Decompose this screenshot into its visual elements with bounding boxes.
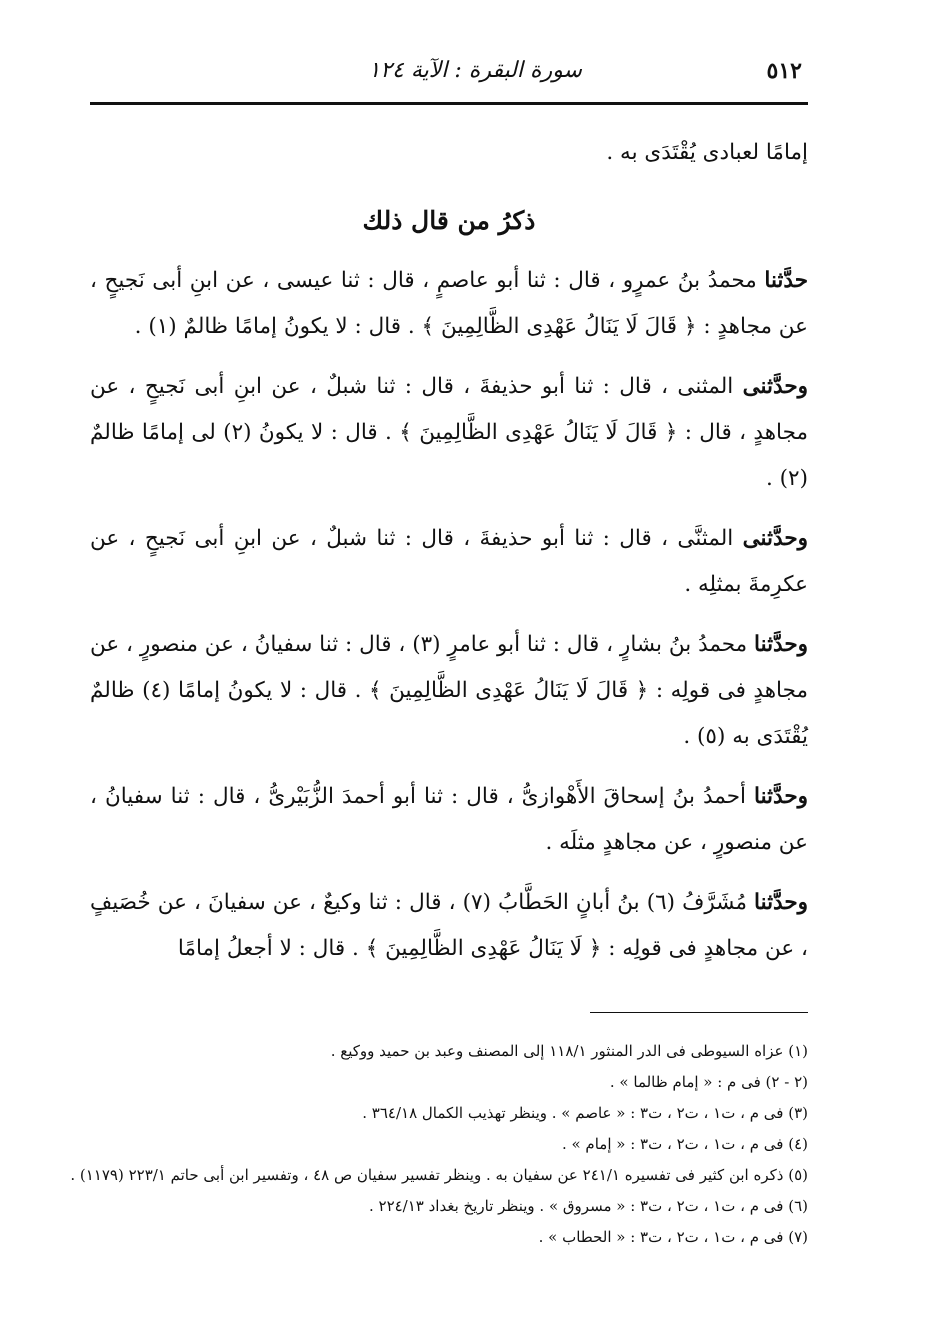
footnote: (٣) فى م ، ت١ ، ت٢ ، ت٣ : « عاصم » . وينظر تهذيب الكمال ٣٦٤/١٨ .	[362, 1104, 808, 1122]
section-heading: ذكرُ من قال ذلك	[362, 206, 536, 235]
paragraph-lead: وحدَّثنا	[754, 632, 809, 657]
hadith-paragraph	[90, 258, 808, 350]
paragraph-lead: وحدَّثنا	[754, 890, 809, 915]
paragraph-lead: حدَّثنا	[764, 268, 808, 293]
paragraph-text: أحمدُ بنُ إسحاقَ الأَهْوازىُّ ، قال : ثنا أبو أحمدَ الزُّبَيْرىُّ ، قال : ثنا سفيانُ ، عن منصورٍ ، عن مجاهدٍ مثلَه .	[90, 784, 808, 855]
hadith-paragraph	[90, 622, 808, 760]
hadith-paragraph	[90, 364, 808, 502]
footnote: (٤) فى م ، ت١ ، ت٢ ، ت٣ : « إمام » .	[561, 1135, 808, 1153]
footnote: (٥) ذكره ابن كثير فى تفسيره ٢٤١/١ عن سفيان به . وينظر تفسير سفيان ص ٤٨ ، وتفسير ابن أبى حاتم ٢٢٣/١ (١١٧٩) .	[70, 1166, 808, 1184]
paragraph-text: محمدُ بنُ بشارٍ ، قال : ثنا أبو عامرٍ (٣) ، قال : ثنا سفيانُ ، عن منصورٍ ، عن مجاهدٍ فى قولِه : ﴿ قَالَ لَا يَنَالُ عَهْدِى الظَّالِمِينَ ﴾ . قال : لا يكونُ إمامًا (٤) ظالمٌ يُقْتَدَى به (٥) .	[90, 632, 808, 749]
paragraph-lead: وحدَّثنى	[742, 374, 808, 399]
running-title: سورة البقرة : الآية ١٢٤	[368, 58, 582, 83]
footnote: (١) عزاه السيوطى فى الدر المنثور ١١٨/١ إلى المصنف وعبد بن حميد ووكيع .	[330, 1042, 808, 1060]
opening-line: إمامًا لعبادى يُقْتَدَى به .	[606, 140, 808, 165]
paragraph-text: المثنى ، قال : ثنا أبو حذيفةَ ، قال : ثنا شبلٌ ، عن ابنِ أبى نَجيحٍ ، عن مجاهدٍ ، قال : ﴿ قَالَ لَا يَنَالُ عَهْدِى الظَّالِمِينَ ﴾ . قال : لا يكونُ (٢) لى إمامًا ظالمٌ (٢) .	[90, 374, 808, 491]
footnote-rule	[590, 1012, 808, 1013]
page-header	[90, 52, 808, 98]
footnote: (٧) فى م ، ت١ ، ت٢ ، ت٣ : « الحطاب » .	[538, 1228, 808, 1246]
hadith-paragraph	[90, 880, 808, 972]
footnote: (٦) فى م ، ت١ ، ت٢ ، ت٣ : « مسروق » . وينظر تاريخ بغداد ٢٢٤/١٣ .	[368, 1197, 808, 1215]
hadith-paragraph	[90, 774, 808, 866]
main-text	[90, 130, 808, 972]
page-number: ٥١٢	[766, 58, 802, 84]
footnotes	[70, 1036, 808, 1253]
paragraph-lead: وحدَّثنى	[742, 526, 808, 551]
paragraph-text: محمدُ بنُ عمرٍو ، قال : ثنا أبو عاصمٍ ، قال : ثنا عيسى ، عن ابنِ أبى نَجيحٍ ، عن مجاهدٍ : ﴿ قَالَ لَا يَنَالُ عَهْدِى الظَّالِمِينَ ﴾ . قال : لا يكونُ إمامًا ظالمٌ (١) .	[90, 268, 808, 339]
hadith-paragraph	[90, 516, 808, 608]
header-rule	[90, 102, 808, 105]
footnote: (٢ - ٢) فى م : « إمام ظالما » .	[609, 1073, 808, 1091]
paragraph-text: المثنَّى ، قال : ثنا أبو حذيفةَ ، قال : ثنا شبلٌ ، عن ابنِ أبى نَجيحٍ ، عن عكرِمةَ بمثلِه .	[90, 526, 808, 597]
paragraph-text: مُشَرَّفُ (٦) بنُ أبانٍ الحَطَّابُ (٧) ، قال : ثنا وكيعٌ ، عن سفيانَ ، عن خُصَيفٍ ، عن مجاهدٍ فى قولِه : ﴿ لَا يَنَالُ عَهْدِى الظَّالِمِينَ ﴾ . قال : لا أجعلُ إمامًا	[90, 890, 808, 961]
paragraph-lead: وحدَّثنا	[754, 784, 808, 809]
